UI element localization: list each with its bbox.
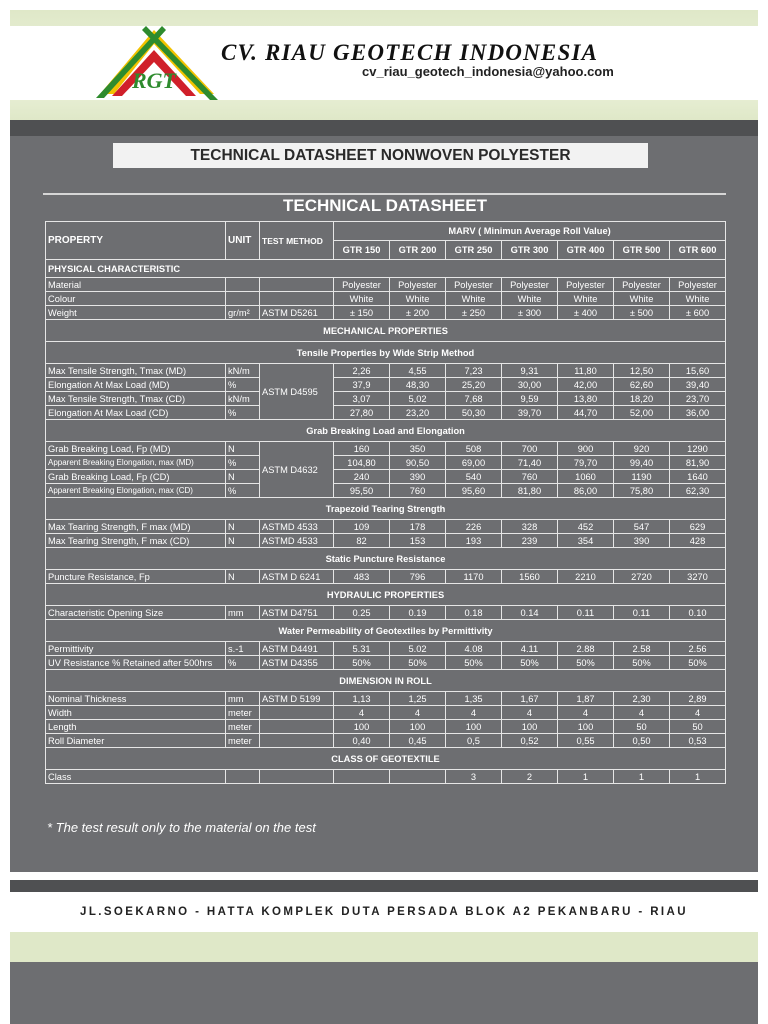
value-cell: 71,40 [502,456,558,470]
value-cell: 1190 [614,470,670,484]
property-cell: Elongation At Max Load (MD) [46,378,226,392]
value-cell: White [334,292,390,306]
trapezoid-header: Trapezoid Tearing Strength [46,498,726,520]
value-cell: 1560 [502,570,558,584]
permeability-header-row [46,620,726,642]
property-cell: Class [46,770,226,784]
method-cell [260,734,334,748]
property-cell: Colour [46,292,226,306]
table-row [46,642,726,656]
value-cell: ± 250 [446,306,502,320]
property-cell: Length [46,720,226,734]
value-cell: 50% [502,656,558,670]
method-cell [260,770,334,784]
value-cell: 30,00 [502,378,558,392]
table-row [46,278,726,292]
unit-cell: N [226,570,260,584]
value-cell: 1,35 [446,692,502,706]
value-cell: 4 [334,706,390,720]
table-row [46,406,726,420]
value-cell: 3,07 [334,392,390,406]
value-cell: 5,02 [390,392,446,406]
property-cell: Max Tearing Strength, F max (MD) [46,520,226,534]
value-cell: 4 [446,706,502,720]
value-cell: 4 [614,706,670,720]
value-cell: 3270 [670,570,726,584]
value-cell: 2 [502,770,558,784]
hydraulic-header: HYDRAULIC PROPERTIES [46,584,726,606]
value-cell: 39,40 [670,378,726,392]
property-cell: Characteristic Opening Size [46,606,226,620]
value-cell: 4 [558,706,614,720]
method-cell: ASTM D4632 [260,442,334,498]
value-cell: 0,55 [558,734,614,748]
method-cell: ASTM D4751 [260,606,334,620]
property-cell: Apparent Breaking Elongation, max (CD) [46,484,226,498]
table-row [46,534,726,548]
value-cell: 79,70 [558,456,614,470]
value-cell: 1290 [670,442,726,456]
value-cell: 920 [614,442,670,456]
value-cell: 5.02 [390,642,446,656]
value-cell: White [502,292,558,306]
grab-header: Grab Breaking Load and Elongation [46,420,726,442]
col-property: PROPERTY [46,222,226,260]
company-email[interactable]: cv_riau_geotech_indonesia@yahoo.com [362,64,614,79]
marv-header: MARV ( Minimun Average Roll Value) [334,222,726,241]
value-cell: 0,53 [670,734,726,748]
value-cell: 540 [446,470,502,484]
value-cell: 100 [446,720,502,734]
value-cell: ± 200 [390,306,446,320]
value-cell: 99,40 [614,456,670,470]
unit-cell: % [226,456,260,470]
method-cell [260,706,334,720]
class-header-row [46,748,726,770]
value-cell: 4.11 [502,642,558,656]
table-row [46,734,726,748]
datasheet-table [45,221,726,784]
property-cell: Apparent Breaking Elongation, max (MD) [46,456,226,470]
value-cell: 1,13 [334,692,390,706]
value-cell: 50% [614,656,670,670]
value-cell: 39,70 [502,406,558,420]
value-cell: 0,5 [446,734,502,748]
table-row [46,456,726,470]
value-cell: Polyester [558,278,614,292]
property-cell: Max Tensile Strength, Tmax (MD) [46,364,226,378]
table-row [46,378,726,392]
value-cell: 1,25 [390,692,446,706]
table-row [46,484,726,498]
value-cell: 508 [446,442,502,456]
value-cell: 7,23 [446,364,502,378]
value-cell: ± 600 [670,306,726,320]
physical-header: PHYSICAL CHARACTERISTIC [46,260,726,278]
value-cell: ± 150 [334,306,390,320]
property-cell: UV Resistance % Retained after 500hrs [46,656,226,670]
value-cell: 7,68 [446,392,502,406]
unit-cell: % [226,378,260,392]
value-cell: 62,60 [614,378,670,392]
grade-2: GTR 250 [446,241,502,260]
value-cell: 390 [390,470,446,484]
value-cell: 0.10 [670,606,726,620]
value-cell: 23,20 [390,406,446,420]
value-cell: 50 [614,720,670,734]
physical-header-row [46,260,726,278]
property-cell: Permittivity [46,642,226,656]
value-cell: 15,60 [670,364,726,378]
value-cell: White [446,292,502,306]
value-cell: 1,87 [558,692,614,706]
value-cell: White [614,292,670,306]
grab-header-row [46,420,726,442]
value-cell: 452 [558,520,614,534]
value-cell: 700 [502,442,558,456]
value-cell: 153 [390,534,446,548]
unit-cell [226,278,260,292]
value-cell: 350 [390,442,446,456]
value-cell: 193 [446,534,502,548]
unit-cell: gr/m² [226,306,260,320]
value-cell [390,770,446,784]
unit-cell [226,770,260,784]
company-name: CV. RIAU GEOTECH INDONESIA [221,40,599,65]
company-address: JL.SOEKARNO - HATTA KOMPLEK DUTA PERSADA BLOK A2 PEKANBARU - RIAU [80,906,688,918]
value-cell: 0,45 [390,734,446,748]
value-cell: 328 [502,520,558,534]
value-cell: 42,00 [558,378,614,392]
col-unit: UNIT [226,222,260,260]
value-cell: 11,80 [558,364,614,378]
value-cell: 50% [390,656,446,670]
value-cell: ± 400 [558,306,614,320]
value-cell: 104,80 [334,456,390,470]
value-cell: 0,50 [614,734,670,748]
value-cell: 4 [502,706,558,720]
value-cell: 86,00 [558,484,614,498]
method-cell: ASTMD 4533 [260,534,334,548]
table-row [46,706,726,720]
value-cell: 12,50 [614,364,670,378]
value-cell: 95,50 [334,484,390,498]
value-cell: Polyester [502,278,558,292]
method-cell: ASTM D 6241 [260,570,334,584]
value-cell: 90,50 [390,456,446,470]
rgt-logo [92,22,222,104]
value-cell: 23,70 [670,392,726,406]
property-cell: Puncture Resistance, Fp [46,570,226,584]
value-cell: 62,30 [670,484,726,498]
value-cell: Polyester [446,278,502,292]
unit-cell: % [226,656,260,670]
class-header: CLASS OF GEOTEXTILE [46,748,726,770]
property-cell: Grab Breaking Load, Fp (CD) [46,470,226,484]
table-row [46,692,726,706]
value-cell: 69,00 [446,456,502,470]
value-cell: 0.18 [446,606,502,620]
table-row [46,656,726,670]
value-cell: ± 500 [614,306,670,320]
logo-text: RGT [132,68,176,93]
document-title: TECHNICAL DATASHEET NONWOVEN POLYESTER [113,143,648,168]
value-cell: 36,00 [670,406,726,420]
value-cell: 900 [558,442,614,456]
value-cell: ± 300 [502,306,558,320]
value-cell: 0.14 [502,606,558,620]
method-cell: ASTM D4595 [260,364,334,420]
value-cell: 75,80 [614,484,670,498]
value-cell: 1060 [558,470,614,484]
grade-5: GTR 500 [614,241,670,260]
col-test-method: TEST METHOD [260,222,334,260]
value-cell: 50% [670,656,726,670]
property-cell: Max Tensile Strength, Tmax (CD) [46,392,226,406]
table-row [46,470,726,484]
value-cell: 82 [334,534,390,548]
table-row [46,606,726,620]
method-cell: ASTMD 4533 [260,520,334,534]
footer-divider [10,880,758,892]
value-cell: 1,67 [502,692,558,706]
value-cell: 178 [390,520,446,534]
property-cell: Nominal Thickness [46,692,226,706]
unit-cell: N [226,470,260,484]
value-cell: Polyester [670,278,726,292]
value-cell: 240 [334,470,390,484]
method-cell [260,292,334,306]
value-cell: 25,20 [446,378,502,392]
table-row [46,520,726,534]
value-cell: Polyester [390,278,446,292]
tensile-header-row [46,342,726,364]
value-cell: 760 [390,484,446,498]
value-cell: 226 [446,520,502,534]
value-cell: 18,20 [614,392,670,406]
dimension-header: DIMENSION IN ROLL [46,670,726,692]
value-cell: 100 [334,720,390,734]
value-cell: 50% [558,656,614,670]
value-cell: 796 [390,570,446,584]
value-cell: 1 [670,770,726,784]
grade-1: GTR 200 [390,241,446,260]
puncture-header: Static Puncture Resistance [46,548,726,570]
value-cell: 629 [670,520,726,534]
property-cell: Grab Breaking Load, Fp (MD) [46,442,226,456]
value-cell: 100 [558,720,614,734]
value-cell: 2.88 [558,642,614,656]
value-cell: Polyester [334,278,390,292]
value-cell: 0.19 [390,606,446,620]
value-cell: 2,26 [334,364,390,378]
header-row [46,222,726,241]
property-cell: Weight [46,306,226,320]
unit-cell: kN/m [226,392,260,406]
unit-cell [226,292,260,306]
unit-cell: % [226,406,260,420]
value-cell: 5.31 [334,642,390,656]
permeability-header: Water Permeability of Geotextiles by Permittivity [46,620,726,642]
value-cell: 2.58 [614,642,670,656]
value-cell: 50% [446,656,502,670]
value-cell: 1 [558,770,614,784]
value-cell: 27,80 [334,406,390,420]
value-cell: 428 [670,534,726,548]
value-cell: 100 [390,720,446,734]
table-row [46,570,726,584]
value-cell: 760 [502,470,558,484]
value-cell: 483 [334,570,390,584]
method-cell [260,278,334,292]
value-cell: 0,40 [334,734,390,748]
table-title: TECHNICAL DATASHEET [283,196,487,215]
value-cell: 50% [334,656,390,670]
title-rule [43,193,726,195]
value-cell: 4,55 [390,364,446,378]
value-cell: 2210 [558,570,614,584]
puncture-header-row [46,548,726,570]
table-row [46,442,726,456]
mechanical-header: MECHANICAL PROPERTIES [46,320,726,342]
value-cell: 0,52 [502,734,558,748]
value-cell: 0.25 [334,606,390,620]
table-row [46,306,726,320]
property-cell: Max Tearing Strength, F max (CD) [46,534,226,548]
value-cell: 48,30 [390,378,446,392]
method-cell: ASTM D 5199 [260,692,334,706]
trapezoid-header-row [46,498,726,520]
unit-cell: s.-1 [226,642,260,656]
table-row [46,364,726,378]
mechanical-header-row [46,320,726,342]
table-row [46,770,726,784]
footnote: * The test result only to the material on the test [47,820,316,835]
value-cell: 4 [670,706,726,720]
unit-cell: N [226,534,260,548]
value-cell: 50,30 [446,406,502,420]
header-divider [10,120,758,136]
value-cell: 9,31 [502,364,558,378]
table-row [46,392,726,406]
value-cell: 547 [614,520,670,534]
footer-green-band [10,932,758,962]
footer-gray-band [10,962,758,1024]
grade-3: GTR 300 [502,241,558,260]
grade-6: GTR 600 [670,241,726,260]
method-cell: ASTM D5261 [260,306,334,320]
value-cell: 4.08 [446,642,502,656]
property-cell: Width [46,706,226,720]
value-cell: 81,90 [670,456,726,470]
value-cell: White [558,292,614,306]
value-cell: 3 [446,770,502,784]
dimension-header-row [46,670,726,692]
unit-cell: meter [226,734,260,748]
value-cell: 239 [502,534,558,548]
method-cell: ASTM D4355 [260,656,334,670]
value-cell: 37,9 [334,378,390,392]
property-cell: Roll Diameter [46,734,226,748]
value-cell: 354 [558,534,614,548]
value-cell: White [390,292,446,306]
value-cell: 2.56 [670,642,726,656]
value-cell: 160 [334,442,390,456]
hydraulic-header-row [46,584,726,606]
value-cell: 4 [390,706,446,720]
unit-cell: % [226,484,260,498]
value-cell: 44,70 [558,406,614,420]
value-cell: 95,60 [446,484,502,498]
value-cell: White [670,292,726,306]
value-cell: 0.11 [614,606,670,620]
unit-cell: N [226,520,260,534]
value-cell: 109 [334,520,390,534]
table-row [46,292,726,306]
value-cell: 81,80 [502,484,558,498]
value-cell: Polyester [614,278,670,292]
value-cell: 1640 [670,470,726,484]
unit-cell: meter [226,720,260,734]
table-row [46,720,726,734]
value-cell: 52,00 [614,406,670,420]
value-cell: 1170 [446,570,502,584]
unit-cell: mm [226,692,260,706]
value-cell [334,770,390,784]
method-cell [260,720,334,734]
value-cell: 2720 [614,570,670,584]
value-cell: 50 [670,720,726,734]
value-cell: 390 [614,534,670,548]
value-cell: 2,89 [670,692,726,706]
value-cell: 13,80 [558,392,614,406]
unit-cell: meter [226,706,260,720]
property-cell: Material [46,278,226,292]
method-cell: ASTM D4491 [260,642,334,656]
unit-cell: kN/m [226,364,260,378]
unit-cell: N [226,442,260,456]
grade-0: GTR 150 [334,241,390,260]
tensile-header: Tensile Properties by Wide Strip Method [46,342,726,364]
value-cell: 100 [502,720,558,734]
property-cell: Elongation At Max Load (CD) [46,406,226,420]
value-cell: 2,30 [614,692,670,706]
grade-4: GTR 400 [558,241,614,260]
unit-cell: mm [226,606,260,620]
value-cell: 1 [614,770,670,784]
value-cell: 0.11 [558,606,614,620]
value-cell: 9,59 [502,392,558,406]
